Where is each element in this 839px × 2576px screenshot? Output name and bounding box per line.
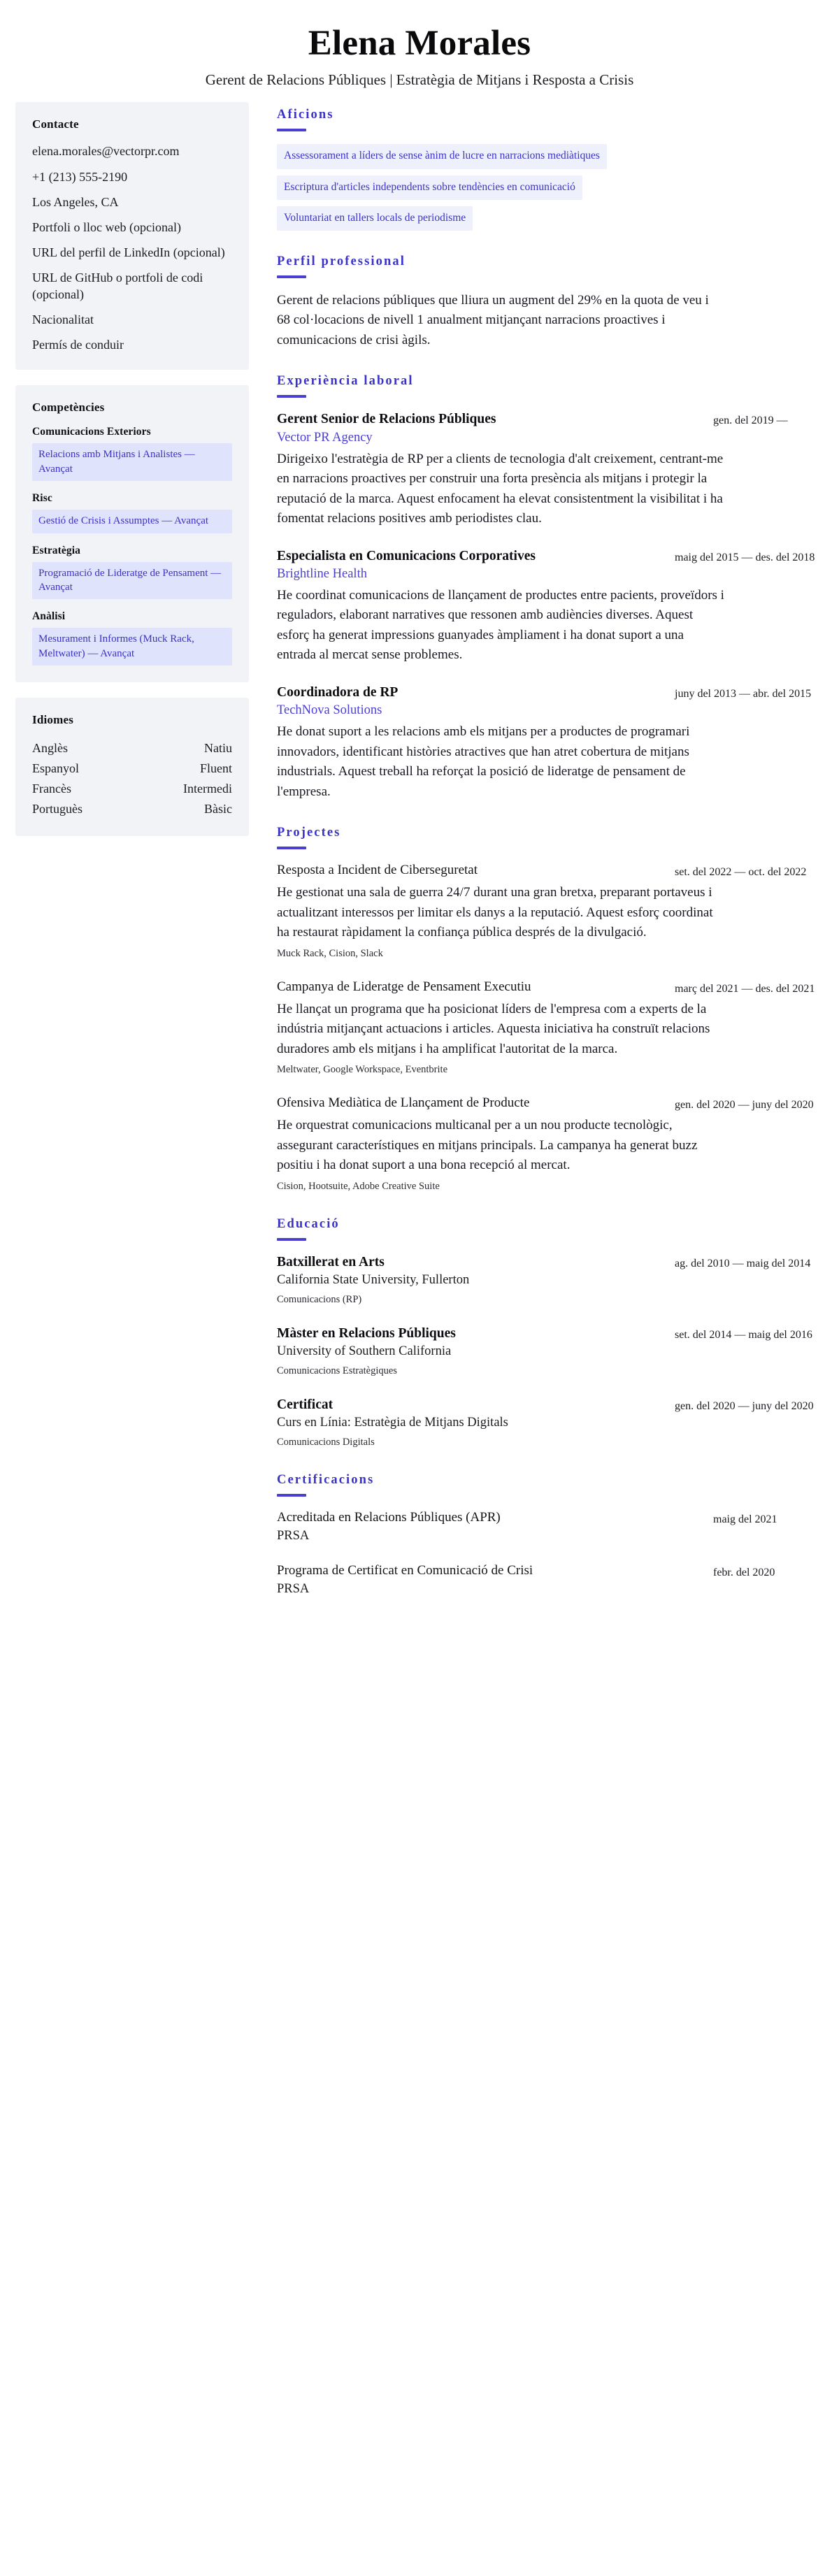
section-title-education: Educació <box>277 1216 340 1231</box>
project-tools: Muck Rack, Cision, Slack <box>277 947 383 959</box>
education-entry-head <box>277 1396 818 1449</box>
language-level: Natiu <box>204 741 232 756</box>
interest-chip: Escriptura d'articles independents sobre tendències en comunicació <box>277 175 582 200</box>
section-title-certifications: Certificacions <box>277 1473 375 1488</box>
contact-linkedin[interactable]: URL del perfil de LinkedIn (opcional) <box>32 245 225 259</box>
company-name: Brightline Health <box>277 566 367 581</box>
language-name: Portuguès <box>32 802 83 816</box>
certification-issuer: PRSA <box>277 1581 310 1596</box>
company-name: Vector PR Agency <box>277 430 373 445</box>
resume-header <box>0 0 839 102</box>
job-description: He donat suport a les relacions amb els mitjans per a productes de programari innovadors, identificant històries atractives que han atret cobertura de mitjans industrials. Aquest treball ha reforçat la posició de lideratge de pensament de l'empresa. <box>277 724 690 799</box>
education-entry-head <box>277 1325 818 1378</box>
section-rule <box>277 275 306 278</box>
languages-card <box>15 698 249 836</box>
language-level: Fluent <box>199 761 232 776</box>
certification-issuer: PRSA <box>277 1528 310 1543</box>
project-tools: Meltwater, Google Workspace, Eventbrite <box>277 1064 448 1076</box>
certification-date: febr. del 2020 <box>713 1567 775 1579</box>
school-name: California State University, Fullerton <box>277 1273 470 1288</box>
experience-entry-head <box>277 547 818 583</box>
skill-group-label: Anàlisi <box>32 610 66 623</box>
degree-name: Batxillerat en Arts <box>277 1254 385 1269</box>
contact-phone[interactable]: +1 (213) 555-2190 <box>32 169 128 184</box>
project-heading-col <box>277 979 578 996</box>
certification-entry-head <box>277 1509 818 1544</box>
project-entry-head <box>277 1095 818 1113</box>
field-of-study: Comunicacions Digitals <box>277 1436 375 1448</box>
project-description: He gestionat una sala de guerra 24/7 durant una gran bretxa, preparant portaveus i actualitzant interessos per limitar els danys a la reputació. Aquest esforç coordinat ha restaurat ràpidament la confiança pública després de la divulgació. <box>277 885 713 940</box>
skill-pill: Relacions amb Mitjans i Analistes — Avançat <box>32 443 232 481</box>
certification-entry-head <box>277 1562 818 1597</box>
contact-title: Contacte <box>32 117 79 131</box>
school-name: University of Southern California <box>277 1344 452 1359</box>
education-entry <box>277 1396 818 1449</box>
section-interests <box>277 108 818 230</box>
project-description: He llançat un programa que ha posicionat líders de l'empresa com a experts de la indústria mitjançant actuacions i articles. Aquesta iniciativa ha construït relacions duradores amb els mitjans i ha amplificat l'autoritat de la marca. <box>277 1001 710 1056</box>
section-rule <box>277 1238 306 1241</box>
section-certifications <box>277 1473 818 1597</box>
language-row <box>32 799 232 819</box>
skill-group-label: Estratègia <box>32 544 81 556</box>
education-entry <box>277 1253 818 1307</box>
language-row <box>32 758 232 779</box>
skill-group <box>32 492 232 533</box>
skill-group-label: Risc <box>32 492 52 505</box>
project-title: Ofensiva Mediàtica de Llançament de Producte <box>277 1095 530 1111</box>
project-heading-col <box>277 1095 578 1112</box>
section-title-projects: Projectes <box>277 826 341 840</box>
section-experience <box>277 374 818 802</box>
language-row <box>32 738 232 758</box>
education-date-range: set. del 2014 — maig del 2016 <box>675 1328 812 1341</box>
section-rule <box>277 395 306 398</box>
skill-group <box>32 426 232 481</box>
contact-card <box>15 102 249 370</box>
section-profile <box>277 254 818 351</box>
job-title: Especialista en Comunicacions Corporatives <box>277 548 536 563</box>
experience-heading-col <box>277 684 578 719</box>
skill-group <box>32 610 232 665</box>
job-date-range: gen. del 2019 — <box>713 415 788 427</box>
certification-date: maig del 2021 <box>713 1513 777 1526</box>
skill-pill: Mesurament i Informes (Muck Rack, Meltwater) — Avançat <box>32 628 232 665</box>
company-name: TechNova Solutions <box>277 703 382 718</box>
project-heading-col <box>277 862 578 879</box>
job-description: Dirigeixo l'estratègia de RP per a clients de tecnologia d'alt creixement, centrant-me en narracions proactives per construir una forta presència als mitjans i protegir la reputació de la marca. Aquest enfocament ha elevat consistentment la visibilitat i ha fomentat relacions positives amb periodistes clau. <box>277 451 724 526</box>
skill-group-label: Comunicacions Exteriors <box>32 426 151 438</box>
section-rule <box>277 847 306 849</box>
job-title: Gerent Senior de Relacions Públiques <box>277 412 496 427</box>
job-date-range: juny del 2013 — abr. del 2015 <box>675 687 812 700</box>
field-of-study: Comunicacions Estratègiques <box>277 1365 397 1376</box>
profile-summary: Gerent de relacions públiques que lliura un augment del 29% en la quota de veu i 68 col·locacions de nivell 1 anualment mitjançant narracions proactives i comunicacions de crisi àgils. <box>277 292 709 347</box>
project-title: Resposta a Incident de Ciberseguretat <box>277 863 478 878</box>
sidebar <box>15 102 261 851</box>
certification-heading-col <box>277 1509 578 1544</box>
skill-group <box>32 545 232 600</box>
field-of-study: Comunicacions (RP) <box>277 1293 362 1305</box>
experience-entry <box>277 547 818 665</box>
interest-list <box>277 144 818 230</box>
school-name: Curs en Línia: Estratègia de Mitjans Digitals <box>277 1416 508 1430</box>
education-heading-col <box>277 1325 578 1378</box>
education-date-range: gen. del 2020 — juny del 2020 <box>675 1400 814 1412</box>
project-entry <box>277 1095 818 1193</box>
main-column <box>261 102 818 1597</box>
project-entry <box>277 862 818 960</box>
project-date-range: set. del 2022 — oct. del 2022 <box>675 866 807 879</box>
language-name: Francès <box>32 782 71 796</box>
section-education <box>277 1217 818 1449</box>
certification-name: Acreditada en Relacions Públiques (APR) <box>277 1510 501 1525</box>
language-name: Anglès <box>32 741 68 756</box>
section-title-profile: Perfil professional <box>277 254 406 268</box>
project-description: He orquestrat comunicacions multicanal per a un nou producte tecnològic, assegurant característiques en mitjans principals. La campanya ha generat buzz positiu i ha donat suport a una bona recepció al mercat. <box>277 1118 698 1173</box>
contact-driving-license: Permís de conduir <box>32 338 124 352</box>
experience-entry <box>277 684 818 802</box>
contact-nationality: Nacionalitat <box>32 312 94 327</box>
language-level: Bàsic <box>204 802 232 816</box>
section-rule <box>277 1494 306 1497</box>
section-title-interests: Aficions <box>277 108 334 122</box>
skills-card <box>15 385 249 682</box>
project-date-range: març del 2021 — des. del 2021 <box>675 982 815 995</box>
contact-email[interactable]: elena.morales@vectorpr.com <box>32 144 180 159</box>
project-date-range: gen. del 2020 — juny del 2020 <box>675 1099 814 1111</box>
project-entry-head <box>277 979 818 997</box>
candidate-name: Elena Morales <box>308 24 531 63</box>
resume-body <box>0 102 839 1625</box>
skill-pill: Programació de Lideratge de Pensament — Avançat <box>32 562 232 600</box>
job-description: He coordinat comunicacions de llançament de productes entre pacients, proveïdors i reguladors, elaborant narratives que ressonen amb audiències diverses. Aquest esforç ha generat impressions guanyades àmpliament i ha donat suport a una entrada al mercat sense problemes. <box>277 587 724 663</box>
education-heading-col <box>277 1253 578 1307</box>
certification-heading-col <box>277 1562 578 1597</box>
section-projects <box>277 826 818 1193</box>
interest-chip: Voluntariat en tallers locals de periodisme <box>277 206 473 231</box>
language-level: Intermedi <box>183 782 232 796</box>
contact-location: Los Angeles, CA <box>32 194 119 209</box>
education-entry-head <box>277 1253 818 1307</box>
contact-github[interactable]: URL de GitHub o portfoli de codi (opcional) <box>32 270 203 302</box>
education-heading-col <box>277 1396 578 1449</box>
project-entry <box>277 979 818 1077</box>
project-title: Campanya de Lideratge de Pensament Executiu <box>277 979 531 994</box>
section-title-experience: Experiència laboral <box>277 374 414 389</box>
degree-name: Màster en Relacions Públiques <box>277 1325 456 1341</box>
certification-entry <box>277 1562 818 1597</box>
language-name: Espanyol <box>32 761 79 776</box>
languages-title: Idiomes <box>32 713 74 727</box>
certification-entry <box>277 1509 818 1544</box>
experience-entry-head <box>277 684 818 719</box>
skill-pill: Gestió de Crisis i Assumptes — Avançat <box>32 510 232 533</box>
job-date-range: maig del 2015 — des. del 2018 <box>675 551 815 563</box>
education-entry <box>277 1325 818 1378</box>
job-title: Coordinadora de RP <box>277 684 399 700</box>
degree-name: Certificat <box>277 1397 334 1412</box>
education-date-range: ag. del 2010 — maig del 2014 <box>675 1257 811 1269</box>
experience-entry-head <box>277 410 818 446</box>
project-tools: Cision, Hootsuite, Adobe Creative Suite <box>277 1180 440 1192</box>
contact-portfolio[interactable]: Portfoli o lloc web (opcional) <box>32 220 181 234</box>
experience-heading-col <box>277 547 578 583</box>
skills-title: Competències <box>32 401 105 415</box>
experience-heading-col <box>277 410 578 446</box>
language-row <box>32 779 232 799</box>
project-entry-head <box>277 862 818 880</box>
interest-chip: Assessorament a líders de sense ànim de lucre en narracions mediàtiques <box>277 144 607 168</box>
section-rule <box>277 129 306 131</box>
experience-entry <box>277 410 818 528</box>
certification-name: Programa de Certificat en Comunicació de Crisi <box>277 1563 533 1578</box>
candidate-headline: Gerent de Relacions Públiques | Estratègia de Mitjans i Resposta a Crisis <box>205 71 634 89</box>
